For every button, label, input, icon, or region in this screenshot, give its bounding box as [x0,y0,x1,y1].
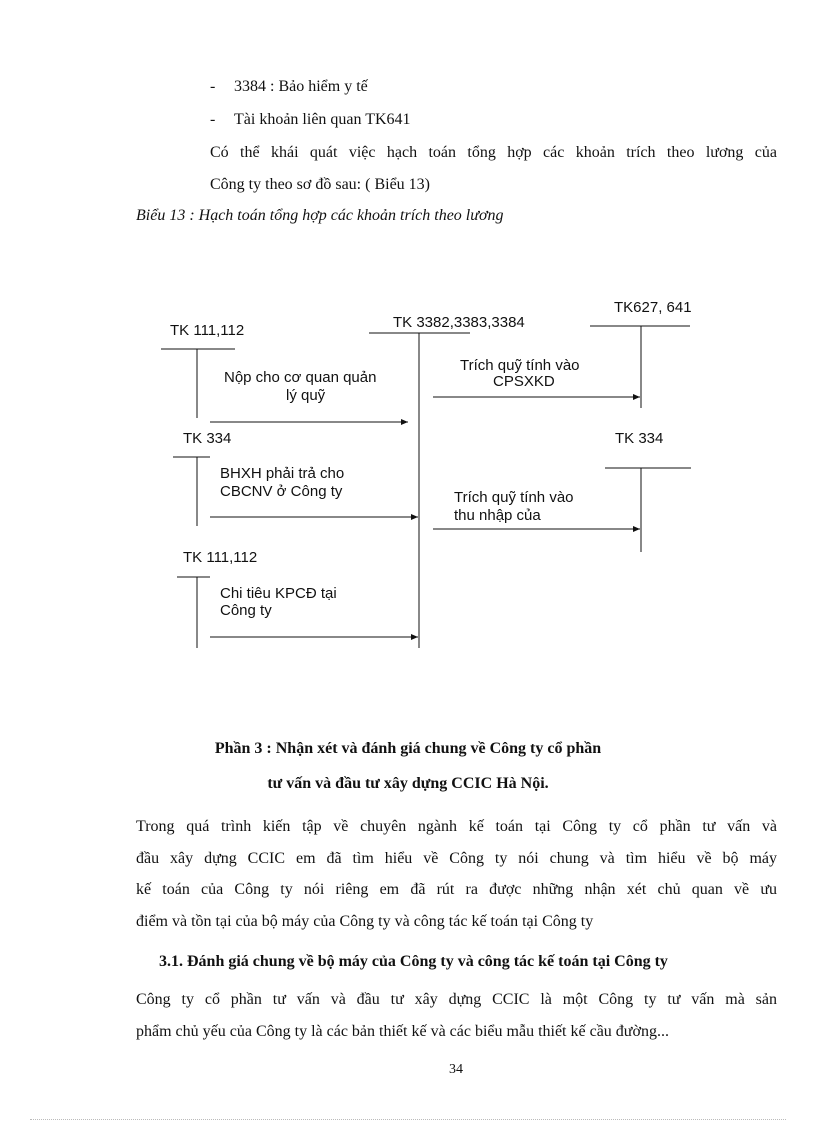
section-title: Phần 3 : Nhận xét và đánh giá chung về Công ty cổ phần [214,740,602,757]
paragraph-line: đầu xây dựng CCIC em đã tìm hiểu về Công ty nói chung và tìm hiểu về bộ máy [136,850,777,867]
footer-divider [30,1119,786,1120]
section-title: tư vấn và đầu tư xây dựng CCIC Hà Nội. [267,775,549,792]
bullet-text: 3384 : Bảo hiểm y tế [234,78,368,95]
bullet-dash: - [210,78,216,95]
flow-label: Công ty [220,602,272,619]
account-label: TK 334 [615,430,664,447]
flow-label: lý quỹ [286,387,326,404]
flow-label: Chi tiêu KPCĐ tại [220,585,337,602]
paragraph-line: Trong quá trình kiến tập về chuyên ngành kế toán tại Công ty cổ phần tư vấn và [136,818,777,835]
paragraph-line: điểm và tồn tại của bộ máy của Công ty và công tác kế toán tại Công ty [136,913,594,930]
flow-label: BHXH phải trả cho [220,465,345,482]
paragraph-line: Công ty cổ phần tư vấn và đầu tư xây dựng CCIC là một Công ty tư vấn mà sản [136,991,777,1008]
flow-label: Nộp cho cơ quan quản [224,369,377,386]
flow-label: Trích quỹ tính vào [454,489,574,506]
subheading: 3.1. Đánh giá chung về bộ máy của Công ty và công tác kế toán tại Công ty [159,953,668,970]
paragraph-line: phẩm chủ yếu của Công ty là các bản thiết kế và các biểu mẫu thiết kế cầu đường... [136,1023,669,1040]
account-label: TK 111,112 [170,322,245,339]
flow-label: thu nhập của [454,507,541,524]
intro-line: Công ty theo sơ đồ sau: ( Biểu 13) [210,176,430,193]
flow-label: CPSXKD [493,373,555,390]
bullet-dash: - [210,111,216,128]
account-label: TK 111,112 [183,549,258,566]
account-label: TK 3382,3383,3384 [393,314,525,331]
paragraph-line: kế toán của Công ty nói riêng em đã rút ra được những nhận xét chủ quan về ưu [136,881,777,898]
figure-caption: Biểu 13 : Hạch toán tổng hợp các khoản trích theo lương [136,207,504,224]
flow-label: CBCNV ở Công ty [220,483,343,500]
flow-label: Trích quỹ tính vào [460,357,580,374]
account-label: TK 334 [183,430,232,447]
page-number: 34 [449,1062,463,1077]
bullet-text: Tài khoản liên quan TK641 [234,111,411,128]
intro-line: Có thể khái quát việc hạch toán tổng hợp các khoản trích theo lương của [210,144,777,161]
account-label: TK627, 641 [614,299,692,316]
